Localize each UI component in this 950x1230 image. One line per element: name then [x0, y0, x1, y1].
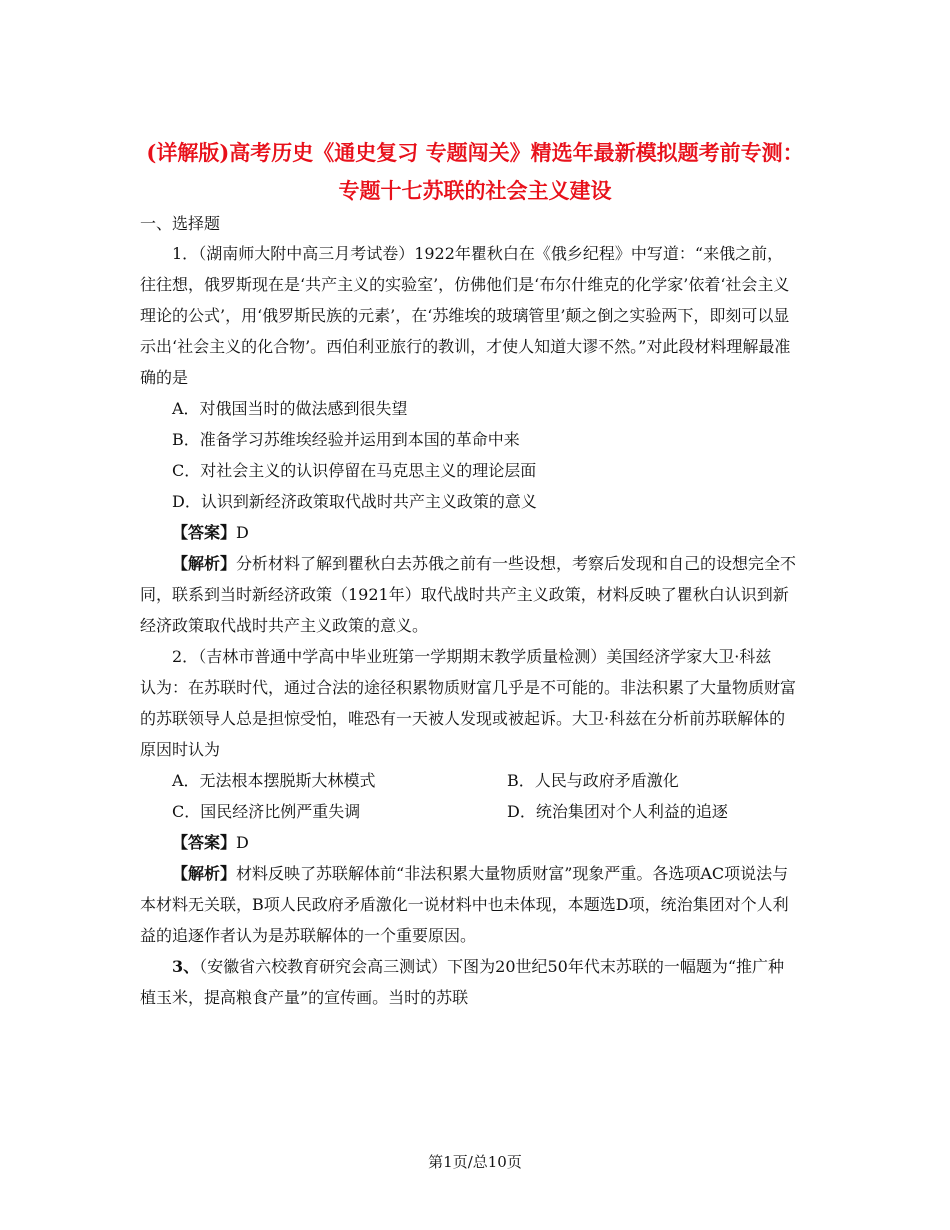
question-2-option-c: C．国民经济比例严重失调 [172, 802, 361, 821]
question-1-analysis: 【解析】分析材料了解到瞿秋白去苏俄之前有一些设想，考察后发现和自己的设想完全不 [172, 554, 797, 573]
question-2-stem-line: 认为：在苏联时代，通过合法的途径积累物质财富几乎是不可能的。非法积累了大量物质财富 [140, 678, 797, 697]
question-1-stem-line: 理论的公式’，用‘俄罗斯民族的元素’，在‘苏维埃的玻璃管里’颠之倒之实验两下，即刻可以显 [140, 306, 790, 325]
answer-value: D [236, 523, 249, 542]
answer-value: D [236, 833, 249, 852]
answer-label: 【答案】 [172, 833, 237, 852]
question-1-stem-line: 往往想，俄罗斯现在是‘共产主义的实验室’，仿佛他们是‘布尔什维克的化学家’依着‘社会主义 [140, 275, 790, 294]
page-footer: 第1页/总10页 [428, 1153, 522, 1171]
question-2-analysis: 【解析】材料反映了苏联解体前“非法积累大量物质财富”现象严重。各选项AC项说法与 [172, 864, 789, 883]
section-heading: 一、选择题 [140, 214, 221, 233]
question-1-analysis-line: 同，联系到当时新经济政策（1921年）取代战时共产主义政策，材料反映了瞿秋白认识到新 [140, 585, 789, 604]
question-2-analysis-line: 本材料无关联，B项人民政府矛盾激化一说材料中也未体现，本题选D项，统治集团对个人利 [140, 895, 789, 914]
question-1-option-b: B．准备学习苏维埃经验并运用到本国的革命中来 [172, 430, 520, 449]
question-3-stem-line: 植玉米，提高粮食产量”的宣传画。当时的苏联 [140, 988, 469, 1007]
question-number: 2． [172, 647, 199, 666]
question-1-option-a: A．对俄国当时的做法感到很失望 [172, 399, 408, 418]
answer-label: 【答案】 [172, 523, 237, 542]
question-1-stem: 1．（湖南师大附中高三月考试卷）1922年瞿秋白在《俄乡纪程》中写道：“来俄之前， [172, 244, 784, 263]
question-1-stem-line: 示出‘社会主义的化合物’。西伯利亚旅行的教训，才使人知道大谬不然。”对此段材料理解最准 [140, 337, 791, 356]
analysis-label: 【解析】 [172, 864, 237, 883]
question-2-stem-line: 原因时认为 [140, 740, 221, 759]
question-1-option-c: C．对社会主义的认识停留在马克思主义的理论层面 [172, 461, 537, 480]
analysis-label: 【解析】 [172, 554, 237, 573]
document-title-line2: 专题十七苏联的社会主义建设 [338, 178, 612, 203]
question-1-stem-line: 确的是 [140, 368, 189, 387]
document-title-line1: (详解版)高考历史《通史复习 专题闯关》精选年最新模拟题考前专测： [146, 140, 804, 165]
question-2-option-b: B．人民与政府矛盾激化 [507, 771, 679, 790]
question-1-analysis-line: 经济政策取代战时共产主义政策的意义。 [140, 616, 429, 635]
question-2-answer [172, 835, 249, 851]
question-number: 1． [172, 244, 199, 263]
question-2-stem: 2．（吉林市普通中学高中毕业班第一学期期末教学质量检测）美国经济学家大卫·科兹 [172, 647, 772, 666]
question-3-stem: 3、（安徽省六校教育研究会高三测试）下图为20世纪50年代末苏联的一幅题为“推广种 [172, 957, 785, 976]
question-1-answer [172, 525, 249, 541]
question-2-analysis-line: 益的追逐作者认为是苏联解体的一个重要原因。 [140, 926, 477, 945]
question-2-stem-line: 的苏联领导人总是担惊受怕，唯恐有一天被人发现或被起诉。大卫·科兹在分析前苏联解体的 [140, 709, 786, 728]
question-1-option-d: D．认识到新经济政策取代战时共产主义政策的意义 [172, 492, 537, 511]
question-2-option-d: D．统治集团对个人利益的追逐 [507, 802, 728, 821]
question-number: 3、 [172, 957, 200, 976]
question-2-option-a: A．无法根本摆脱斯大林模式 [172, 771, 376, 790]
